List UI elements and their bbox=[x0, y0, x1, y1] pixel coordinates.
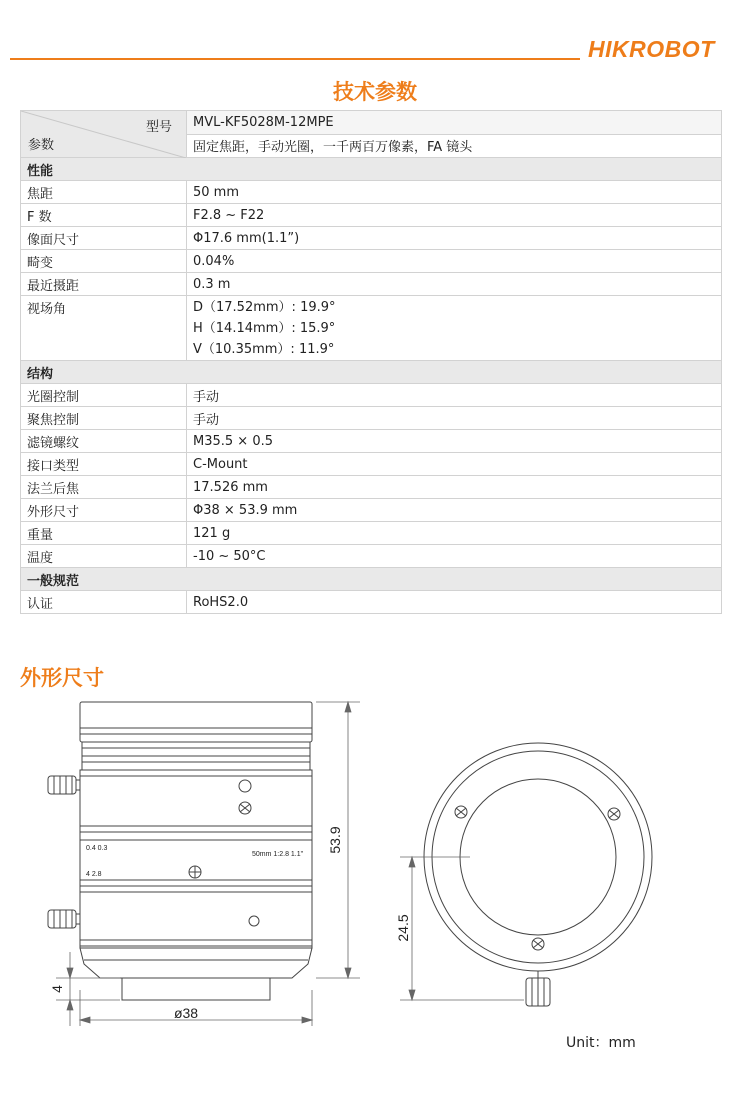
spec-key: 光圈控制 bbox=[21, 384, 187, 407]
spec-key: 温度 bbox=[21, 545, 187, 568]
spec-row bbox=[21, 476, 722, 499]
spec-row bbox=[21, 204, 722, 227]
spec-key: 认证 bbox=[21, 591, 187, 614]
spec-value: 0.04% bbox=[187, 250, 722, 273]
spec-row bbox=[21, 384, 722, 407]
param-label: 参数 bbox=[28, 138, 55, 153]
flange-label: 4 bbox=[49, 985, 65, 993]
param-value: 固定焦距，手动光圈，一千两百万像素，FA 镜头 bbox=[187, 134, 722, 158]
spec-key: 畸变 bbox=[21, 250, 187, 273]
spec-header-row-model bbox=[21, 111, 722, 135]
lens-aperture-ring bbox=[80, 770, 312, 832]
spec-value: RoHS2.0 bbox=[187, 591, 722, 614]
spec-key: 视场角 bbox=[21, 296, 187, 361]
spec-row bbox=[21, 499, 722, 522]
spec-key: 像面尺寸 bbox=[21, 227, 187, 250]
spec-key: 外形尺寸 bbox=[21, 499, 187, 522]
spec-value: 50 mm bbox=[187, 181, 722, 204]
model-label: 型号 bbox=[145, 120, 172, 135]
diameter-label: ø38 bbox=[173, 1005, 199, 1021]
dimension-title: 外形尺寸 bbox=[20, 666, 104, 690]
distance-scale-top: 0.4 0.3 bbox=[86, 845, 108, 852]
section-row bbox=[21, 361, 722, 384]
distance-scale-bottom: 4 2.8 bbox=[86, 871, 102, 878]
aperture-screw-hole bbox=[239, 780, 251, 792]
lens-focus-ring bbox=[80, 886, 312, 948]
unit-label: Unit：mm bbox=[566, 1035, 636, 1051]
spec-row bbox=[21, 296, 722, 361]
page-title: 技术参数 bbox=[333, 80, 417, 104]
spec-value bbox=[187, 296, 722, 361]
section-title: 一般规范 bbox=[21, 568, 722, 591]
spec-row bbox=[21, 430, 722, 453]
height-label: 53.9 bbox=[327, 826, 343, 854]
spec-value: 手动 bbox=[187, 407, 722, 430]
brand-logo: HIKROBOT bbox=[588, 36, 715, 62]
spec-row bbox=[21, 227, 722, 250]
spec-row bbox=[21, 273, 722, 296]
spec-row bbox=[21, 522, 722, 545]
spec-row bbox=[21, 181, 722, 204]
front-lens-aperture bbox=[460, 779, 616, 935]
spec-value: 121 g bbox=[187, 522, 722, 545]
spec-value: Φ17.6 mm(1.1”) bbox=[187, 227, 722, 250]
spec-value: 手动 bbox=[187, 384, 722, 407]
diagonal-header-cell bbox=[21, 111, 187, 158]
spec-key: 最近摄距 bbox=[21, 273, 187, 296]
spec-value: C-Mount bbox=[187, 453, 722, 476]
c-mount-thread bbox=[122, 978, 270, 1000]
spec-row bbox=[21, 545, 722, 568]
spec-row bbox=[21, 591, 722, 614]
section-row bbox=[21, 568, 722, 591]
section-title: 结构 bbox=[21, 361, 722, 384]
model-value: MVL-KF5028M-12MPE bbox=[187, 111, 722, 135]
spec-value-line: V（10.35mm）: 11.9° bbox=[193, 341, 335, 357]
spec-key: 重量 bbox=[21, 522, 187, 545]
spec-key: 接口类型 bbox=[21, 453, 187, 476]
spec-key: 聚焦控制 bbox=[21, 407, 187, 430]
spec-value: 17.526 mm bbox=[187, 476, 722, 499]
spec-key: 焦距 bbox=[21, 181, 187, 204]
section-title: 性能 bbox=[21, 158, 722, 181]
spec-key: 法兰后焦 bbox=[21, 476, 187, 499]
spec-table bbox=[20, 110, 722, 614]
spec-value-line: H（14.14mm）: 15.9° bbox=[193, 320, 336, 336]
spec-value: F2.8 ~ F22 bbox=[187, 204, 722, 227]
spec-value: 0.3 m bbox=[187, 273, 722, 296]
spec-row bbox=[21, 453, 722, 476]
spec-key: F 数 bbox=[21, 204, 187, 227]
spec-value: -10 ~ 50°C bbox=[187, 545, 722, 568]
center-label: 24.5 bbox=[395, 914, 411, 942]
spec-value: Φ38 × 53.9 mm bbox=[187, 499, 722, 522]
spec-key: 滤镜螺纹 bbox=[21, 430, 187, 453]
lens-front-ring bbox=[80, 702, 312, 742]
spec-value-line: D（17.52mm）: 19.9° bbox=[193, 299, 336, 315]
dimension-drawing bbox=[0, 690, 750, 1030]
spec-row bbox=[21, 250, 722, 273]
focus-screw-hole bbox=[249, 916, 259, 926]
spec-value: M35.5 × 0.5 bbox=[187, 430, 722, 453]
header-rule bbox=[10, 58, 580, 60]
lens-spec-marking: 50mm 1:2.8 1.1" bbox=[252, 851, 304, 858]
spec-row bbox=[21, 407, 722, 430]
section-row bbox=[21, 158, 722, 181]
